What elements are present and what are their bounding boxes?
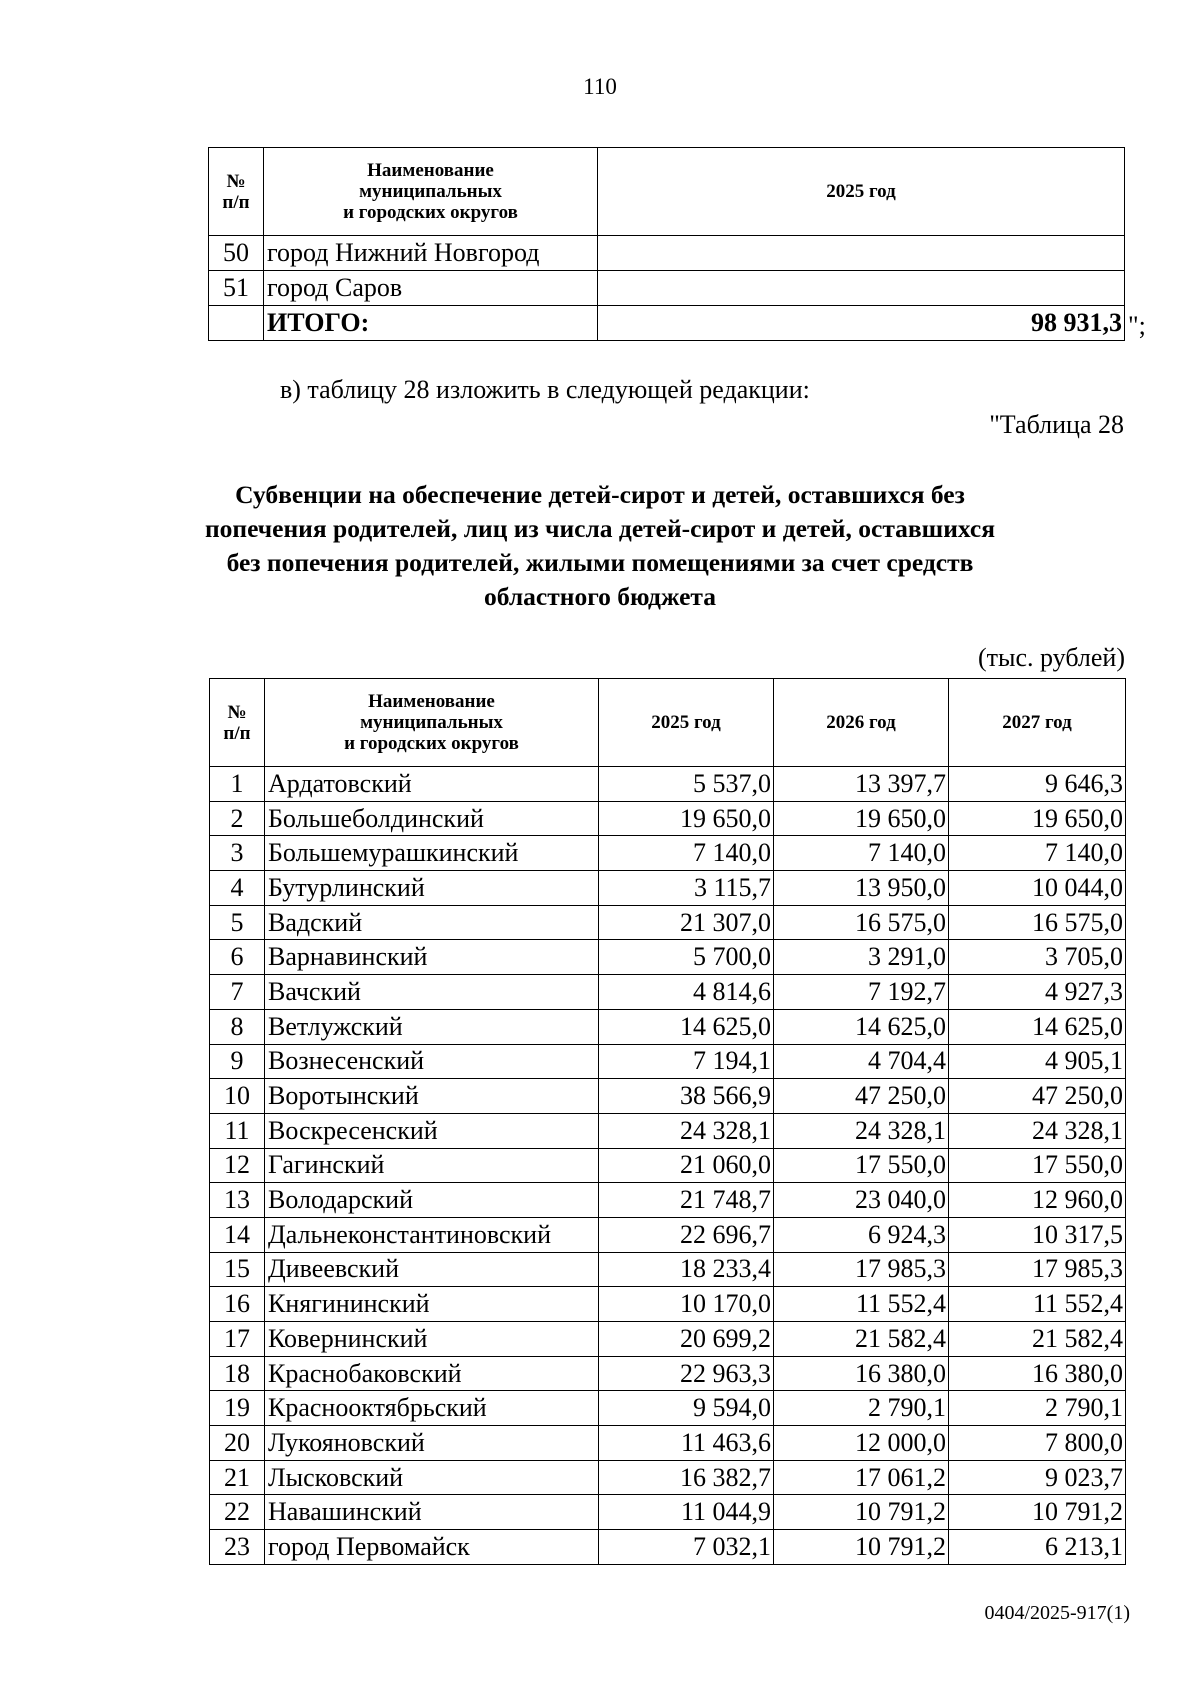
row-number: 8 (210, 1009, 265, 1044)
table-row (209, 236, 1125, 271)
table-row (210, 1113, 1126, 1148)
value-2026: 19 650,0 (774, 801, 949, 836)
table-row (210, 1287, 1126, 1322)
table-row (210, 1391, 1126, 1426)
row-number: 23 (210, 1530, 265, 1565)
units-label: (тыс. рублей) (977, 643, 1125, 672)
municipality-name: город Первомайск (265, 1530, 599, 1565)
value-2025: 10 170,0 (599, 1287, 774, 1322)
header-text: № (227, 701, 247, 723)
row-number: 1 (210, 767, 265, 802)
value-2027: 11 552,4 (949, 1287, 1126, 1322)
value-2025: 9 594,0 (599, 1391, 774, 1426)
table-row (210, 801, 1126, 836)
value-2027: 12 960,0 (949, 1183, 1126, 1218)
table-row (210, 1426, 1126, 1461)
value-2025: 22 963,3 (599, 1356, 774, 1391)
row-number: 5 (210, 905, 265, 940)
row-number: 51 (209, 271, 264, 306)
value-2027: 16 575,0 (949, 905, 1126, 940)
row-number: 22 (210, 1495, 265, 1530)
document-code: 0404/2025-917(1) (984, 1602, 1130, 1624)
value-2027: 10 791,2 (949, 1495, 1126, 1530)
row-number: 19 (210, 1391, 265, 1426)
value-2027: 47 250,0 (949, 1079, 1126, 1114)
municipality-name: город Саров (264, 271, 598, 306)
municipality-name: Ветлужский (265, 1009, 599, 1044)
value-2027: 21 582,4 (949, 1322, 1126, 1357)
municipality-name: Воскресенский (265, 1113, 599, 1148)
value-2025: 22 696,7 (599, 1217, 774, 1252)
municipality-name: Бутурлинский (265, 871, 599, 906)
value-2026: 3 291,0 (774, 940, 949, 975)
value-2025 (598, 271, 1125, 306)
table-header-row (209, 148, 1125, 236)
value-2025: 19 650,0 (599, 801, 774, 836)
header-text: и городских округов (343, 202, 518, 223)
municipality-name: город Нижний Новгород (264, 236, 598, 271)
row-number: 17 (210, 1322, 265, 1357)
table-row (209, 271, 1125, 306)
municipality-name: Ардатовский (265, 767, 599, 802)
value-2025: 24 328,1 (599, 1113, 774, 1148)
column-header-2025: 2025 год (599, 679, 774, 767)
title-line: попечения родителей, лиц из числа детей-сирот и детей, оставшихся (204, 514, 996, 543)
header-text: № (226, 170, 246, 192)
value-2027: 9 646,3 (949, 767, 1126, 802)
municipality-name: Варнавинский (265, 940, 599, 975)
value-2026: 10 791,2 (774, 1495, 949, 1530)
value-2026: 47 250,0 (774, 1079, 949, 1114)
value-2026: 13 950,0 (774, 871, 949, 906)
row-number: 9 (210, 1044, 265, 1079)
column-header-2025: 2025 год (598, 148, 1125, 236)
value-2025: 20 699,2 (599, 1322, 774, 1357)
row-number: 16 (210, 1287, 265, 1322)
table-row (210, 940, 1126, 975)
column-header-number (210, 679, 265, 767)
value-2026: 12 000,0 (774, 1426, 949, 1461)
table-row (210, 975, 1126, 1010)
municipality-name: Воротынский (265, 1079, 599, 1114)
value-2025: 5 700,0 (599, 940, 774, 975)
municipality-name: Большеболдинский (265, 801, 599, 836)
value-2026: 17 061,2 (774, 1460, 949, 1495)
header-text: Наименование (368, 691, 495, 712)
total-number-cell (209, 306, 264, 341)
municipality-name: Краснооктябрьский (265, 1391, 599, 1426)
closing-quote: "; (1128, 311, 1146, 340)
column-header-number (209, 148, 264, 236)
row-number: 3 (210, 836, 265, 871)
municipality-name: Навашинский (265, 1495, 599, 1530)
value-2026: 13 397,7 (774, 767, 949, 802)
value-2025: 3 115,7 (599, 871, 774, 906)
row-number: 4 (210, 871, 265, 906)
header-text: п/п (223, 722, 251, 744)
value-2026: 11 552,4 (774, 1287, 949, 1322)
value-2025: 16 382,7 (599, 1460, 774, 1495)
municipality-name: Вачский (265, 975, 599, 1010)
value-2026: 6 924,3 (774, 1217, 949, 1252)
row-number: 10 (210, 1079, 265, 1114)
table-row (210, 1495, 1126, 1530)
value-2026: 23 040,0 (774, 1183, 949, 1218)
value-2025: 38 566,9 (599, 1079, 774, 1114)
table-row (210, 1183, 1126, 1218)
value-2027: 17 550,0 (949, 1148, 1126, 1183)
value-2025: 4 814,6 (599, 975, 774, 1010)
value-2026: 4 704,4 (774, 1044, 949, 1079)
municipality-name: Краснобаковский (265, 1356, 599, 1391)
table-header-row (210, 679, 1126, 767)
value-2025: 7 032,1 (599, 1530, 774, 1565)
total-row (209, 306, 1125, 341)
row-number: 2 (210, 801, 265, 836)
value-2027: 9 023,7 (949, 1460, 1126, 1495)
title-line: Субвенции на обеспечение детей-сирот и детей, оставшихся без (235, 480, 965, 509)
table-row (210, 1530, 1126, 1565)
value-2025: 7 194,1 (599, 1044, 774, 1079)
value-2027: 7 800,0 (949, 1426, 1126, 1461)
row-number: 13 (210, 1183, 265, 1218)
table-label: "Таблица 28 (989, 410, 1124, 439)
value-2025: 5 537,0 (599, 767, 774, 802)
value-2025: 21 307,0 (599, 905, 774, 940)
row-number: 15 (210, 1252, 265, 1287)
row-number: 14 (210, 1217, 265, 1252)
instruction-text: в) таблицу 28 изложить в следующей редакции: (280, 375, 810, 404)
value-2025: 18 233,4 (599, 1252, 774, 1287)
subventions-table (209, 678, 1126, 1565)
row-number: 12 (210, 1148, 265, 1183)
value-2026: 7 192,7 (774, 975, 949, 1010)
page-number: 110 (583, 74, 617, 99)
total-label: ИТОГО: (264, 306, 598, 341)
value-2027: 7 140,0 (949, 836, 1126, 871)
value-2027: 14 625,0 (949, 1009, 1126, 1044)
value-2026: 7 140,0 (774, 836, 949, 871)
value-2027: 10 317,5 (949, 1217, 1126, 1252)
value-2027: 4 905,1 (949, 1044, 1126, 1079)
column-header-2027: 2027 год (949, 679, 1126, 767)
value-2026: 17 985,3 (774, 1252, 949, 1287)
municipality-name: Дивеевский (265, 1252, 599, 1287)
municipality-name: Княгининский (265, 1287, 599, 1322)
value-2026: 14 625,0 (774, 1009, 949, 1044)
table-row (210, 1252, 1126, 1287)
value-2027: 4 927,3 (949, 975, 1126, 1010)
table-row (210, 1460, 1126, 1495)
row-number: 50 (209, 236, 264, 271)
table-title (150, 478, 1050, 614)
row-number: 6 (210, 940, 265, 975)
value-2026: 17 550,0 (774, 1148, 949, 1183)
value-2026: 16 380,0 (774, 1356, 949, 1391)
column-header-name (265, 679, 599, 767)
row-number: 21 (210, 1460, 265, 1495)
value-2025: 21 060,0 (599, 1148, 774, 1183)
row-number: 20 (210, 1426, 265, 1461)
value-2026: 10 791,2 (774, 1530, 949, 1565)
row-number: 18 (210, 1356, 265, 1391)
value-2025: 11 044,9 (599, 1495, 774, 1530)
value-2027: 6 213,1 (949, 1530, 1126, 1565)
value-2027: 16 380,0 (949, 1356, 1126, 1391)
value-2027: 10 044,0 (949, 871, 1126, 906)
value-2027: 24 328,1 (949, 1113, 1126, 1148)
budget-table-continuation (208, 147, 1125, 341)
table-row (210, 836, 1126, 871)
table-row (210, 1356, 1126, 1391)
row-number: 7 (210, 975, 265, 1010)
header-text: муниципальных (359, 181, 502, 202)
municipality-name: Володарский (265, 1183, 599, 1218)
total-value: 98 931,3 (598, 306, 1125, 341)
header-text: п/п (222, 191, 250, 213)
table-row (210, 1044, 1126, 1079)
column-header-2026: 2026 год (774, 679, 949, 767)
value-2025 (598, 236, 1125, 271)
column-header-name (264, 148, 598, 236)
municipality-name: Вознесенский (265, 1044, 599, 1079)
table-row (210, 1217, 1126, 1252)
table-row (210, 767, 1126, 802)
value-2026: 2 790,1 (774, 1391, 949, 1426)
table-row (210, 1322, 1126, 1357)
row-number: 11 (210, 1113, 265, 1148)
value-2027: 17 985,3 (949, 1252, 1126, 1287)
header-text: Наименование (367, 160, 494, 181)
municipality-name: Вадский (265, 905, 599, 940)
table-row (210, 905, 1126, 940)
title-line: областного бюджета (483, 582, 716, 611)
title-line: без попечения родителей, жилыми помещениями за счет средств (226, 548, 974, 577)
value-2026: 16 575,0 (774, 905, 949, 940)
value-2025: 14 625,0 (599, 1009, 774, 1044)
table-row (210, 1148, 1126, 1183)
municipality-name: Лысковский (265, 1460, 599, 1495)
value-2026: 21 582,4 (774, 1322, 949, 1357)
municipality-name: Дальнеконстантиновский (265, 1217, 599, 1252)
municipality-name: Гагинский (265, 1148, 599, 1183)
municipality-name: Большемурашкинский (265, 836, 599, 871)
value-2026: 24 328,1 (774, 1113, 949, 1148)
header-text: муниципальных (360, 712, 503, 733)
table-row (210, 871, 1126, 906)
table-row (210, 1009, 1126, 1044)
header-text: и городских округов (344, 733, 519, 754)
value-2027: 3 705,0 (949, 940, 1126, 975)
table-row (210, 1079, 1126, 1114)
value-2027: 19 650,0 (949, 801, 1126, 836)
value-2025: 7 140,0 (599, 836, 774, 871)
municipality-name: Ковернинский (265, 1322, 599, 1357)
municipality-name: Лукояновский (265, 1426, 599, 1461)
value-2027: 2 790,1 (949, 1391, 1126, 1426)
value-2025: 11 463,6 (599, 1426, 774, 1461)
value-2025: 21 748,7 (599, 1183, 774, 1218)
